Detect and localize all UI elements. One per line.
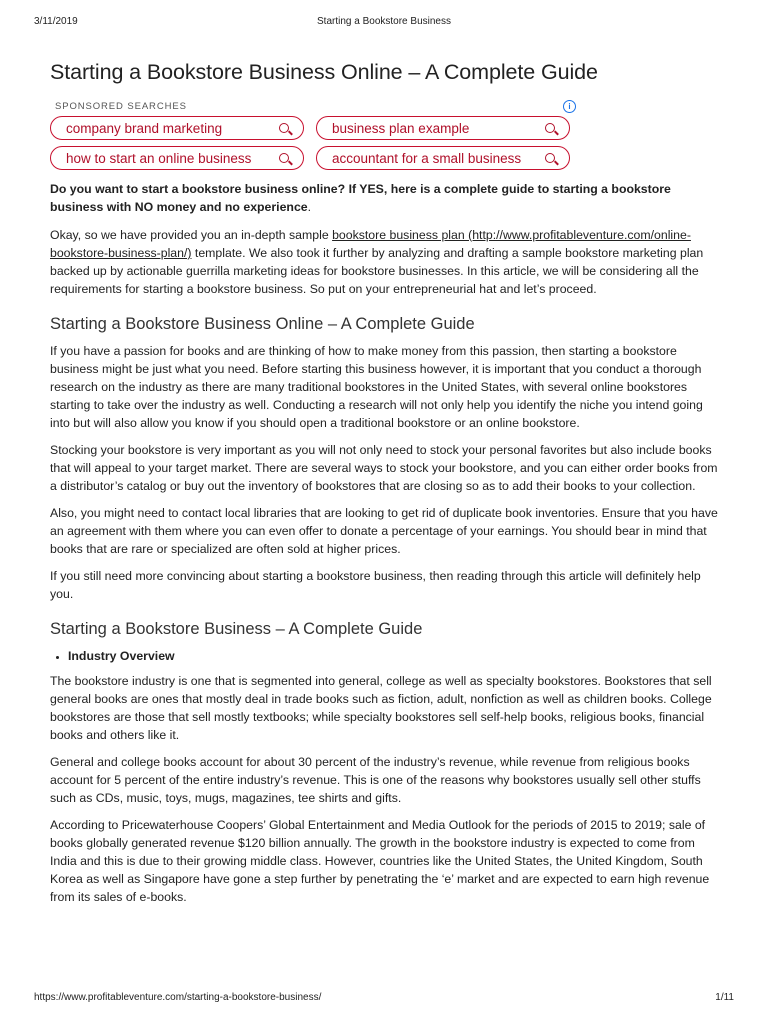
- bullet-list: [50, 647, 718, 665]
- print-header: [34, 16, 734, 30]
- paragraph-libraries: Also, you might need to contact local libraries that are looking to get rid of duplicate book inventories. Ensure that you have an agreement with them where you can even offer to donate a percentage of your earnings. You should bear in mind that books that are rare or specialized are often sold at higher prices.: [50, 506, 718, 556]
- print-footer: [34, 992, 734, 1006]
- business-plan-link[interactable]: bookstore business plan (http://www.profitableventure.com/online-bookstore-business-plan/): [50, 228, 691, 260]
- sponsored-searches: [50, 100, 576, 170]
- sponsored-search-accountant-small-business[interactable]: [316, 146, 570, 170]
- paragraph-convincing: If you still need more convincing about starting a bookstore business, then reading through this article will definitely help you.: [50, 569, 701, 601]
- intro-paragraph: [50, 180, 718, 216]
- paragraph-passion: If you have a passion for books and are thinking of how to make money from this passion, then starting a bookstore business might be just what you need. Before starting this business however, it is important that you conduct a thorough research on the industry as there are many traditional bookstores in the United States, with several online bookstores starting to take over the industry as well. Conducting a research will not only help you identify the niche you intend going into but will also allow you know if you should open a traditional bookstore or an online bookstore.: [50, 344, 703, 430]
- paragraph-text: Okay, so we have provided you an in-depth sample: [50, 228, 333, 242]
- search-icon: [279, 153, 289, 163]
- sponsored-search-how-to-start-online-business[interactable]: [50, 146, 304, 170]
- paragraph-business-plan: [50, 226, 718, 298]
- paragraph-industry-segments: The bookstore industry is one that is segmented into general, college as well as specialty bookstores. Bookstores that sell general books are ones that mostly deal in trade books such as fiction, adult, nonfiction as well as children books. College bookstores are those that sell mostly textbooks; while specialty bookstores sell self-help books, religious books, financial books and others like it.: [50, 674, 712, 742]
- article: [50, 58, 718, 906]
- print-date: 3/11/2019: [34, 16, 78, 27]
- intro-period: .: [307, 200, 312, 214]
- search-icon: [545, 123, 555, 133]
- sponsored-search-grid: [50, 116, 576, 170]
- intro-bold-text: Do you want to start a bookstore business online? If YES, here is a complete guide to starting a bookstore business with NO money and no experience: [50, 182, 671, 214]
- info-icon[interactable]: i: [563, 100, 576, 113]
- sponsored-search-label: business plan example: [332, 120, 470, 136]
- sponsored-search-label: how to start an online business: [66, 150, 252, 166]
- print-document-title: Starting a Bookstore Business: [317, 16, 451, 27]
- search-icon: [279, 123, 289, 133]
- bullet-industry-overview: • Industry Overview: [68, 647, 718, 665]
- sponsored-search-label: accountant for a small business: [332, 150, 522, 166]
- print-url: https://www.profitableventure.com/starting-a-bookstore-business/: [34, 992, 322, 1003]
- page-number: 1/11: [715, 992, 734, 1003]
- page-title: Starting a Bookstore Business Online – A Complete Guide: [50, 60, 598, 84]
- paragraph-global-outlook: According to Pricewaterhouse Coopers’ Global Entertainment and Media Outlook for the periods of 2015 to 2019; sale of books globally generated revenue $120 billion annually. The growth in the bookstore industry is expected to come from India and this is due to their growing middle class. However, countries like the United States, the United Kingdom, South Korea as well as Singapore have gone a step further by penetrating the ‘e’ market and are expected to earn high revenue from its sales of e-books.: [50, 818, 710, 904]
- sponsored-search-business-plan-example[interactable]: [316, 116, 570, 140]
- paragraph-text: template. We also took it further by analyzing and drafting a sample bookstore marketing plan backed up by actionable guerrilla marketing ideas for bookstore businesses. In this article, we will be considering all the requirements for starting a bookstore business. So put on your entrepreneurial hat and let’s proceed.: [50, 246, 704, 296]
- paragraph-revenue-share: General and college books account for about 30 percent of the industry’s revenue, while revenue from religious books account for 5 percent of the entire industry’s revenue. This is one of the reasons why bookstores usually sell other stuffs such as CDs, music, toys, mugs, magazines, tee shirts and gifts.: [50, 755, 701, 805]
- section-heading-complete-guide: Starting a Bookstore Business – A Complete Guide: [50, 620, 423, 638]
- sponsored-label: SPONSORED SEARCHES: [55, 101, 187, 112]
- search-icon: [545, 153, 555, 163]
- sponsored-search-company-brand-marketing[interactable]: [50, 116, 304, 140]
- sponsored-search-label: company brand marketing: [66, 120, 223, 136]
- paragraph-stocking: Stocking your bookstore is very important as you will not only need to stock your personal favorites but also include books that will appeal to your target market. There are several ways to stock your bookstore, and you can either order books from a distributor’s catalog or buy out the inventory of bookstores that are closing so as to add their books to your collection.: [50, 443, 718, 493]
- section-heading-online-guide: Starting a Bookstore Business Online – A Complete Guide: [50, 315, 475, 333]
